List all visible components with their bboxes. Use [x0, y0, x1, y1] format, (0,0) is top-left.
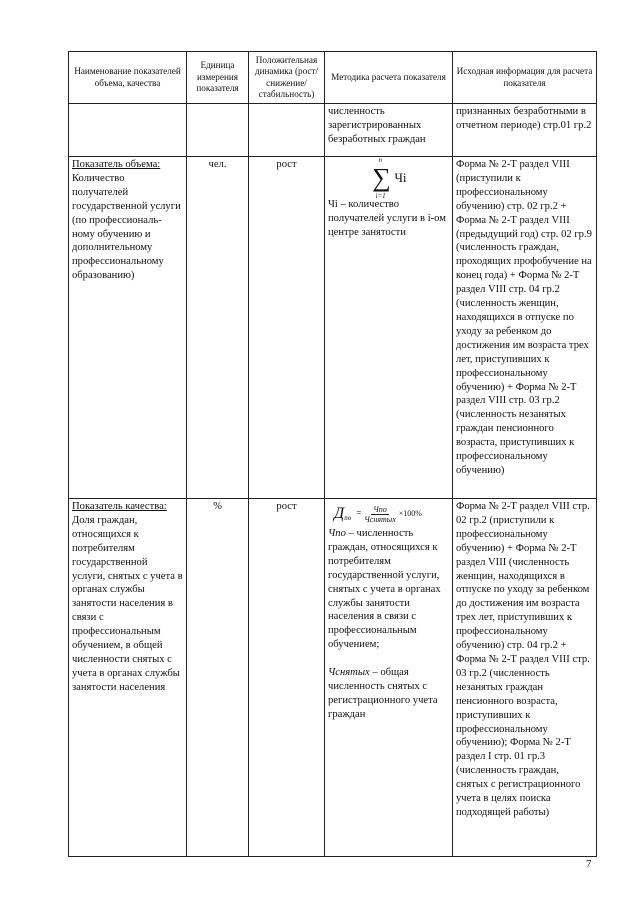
quality-name: Доля граждан, относящихся к потребителям государственной услуги, снятых с учета в органах службы занятости населения в связи с профессиональным обучением, в общей численности снятых с учета в органах службы занятости населения — [72, 514, 183, 693]
method-def2: – общая численность снятых с регистрационного учета граждан — [328, 667, 438, 720]
quality-dynamics-cell: рост — [249, 499, 325, 857]
method-var2: Чснятых — [328, 667, 370, 679]
sum-formula — [328, 158, 449, 198]
volume-name-cell — [69, 157, 187, 499]
continued-method-cell: численность зарегистрированных безработных граждан — [325, 104, 453, 157]
quality-unit-cell: % — [187, 499, 249, 857]
volume-method-text: Чi – количество получателей услуги в i-ом центре занятости — [328, 199, 446, 238]
continued-unit-cell — [187, 104, 249, 157]
table-row-continued — [69, 104, 597, 157]
formula-subscript: по — [344, 514, 352, 523]
volume-name: Количество получателей государственной услуги (по профессиональ-ному обучению и дополнительному профессиональному образованию) — [72, 172, 181, 282]
formula-denominator: Чснятых — [364, 514, 396, 524]
page-number: 7 — [586, 858, 592, 870]
sum-symbol: ∑ — [372, 163, 391, 192]
volume-source-cell: Форма № 2-Т раздел VIII (приступили к профессиональному обучению) стр. 02 гр.2 + Форма № 2-Т раздел VIII (предыдущий год) стр. 02 гр.9 (численность граждан, проходящих профобучение на конец года) + Форма № 2-Т раздел VIII стр. 04 гр.2 (численность женщин, находящихся в отпуске по уходу за ребенком до достижения им возраста трех лет, приступивших к профессиональному обучению) + Форма № 2-Т раздел VIII стр. 03 гр.2 (численность незанятых граждан пенсионного возраста, приступивших к профессиональному обучению) — [453, 157, 597, 499]
sum-upper: n — [378, 156, 382, 164]
method-var1: Чпо — [328, 528, 346, 539]
sum-term: Чi — [394, 170, 407, 186]
indicators-table — [68, 51, 597, 857]
formula-letter: Д — [334, 505, 345, 523]
continued-source-cell: признанных безработными в отчетном периоде) стр.01 гр.2 — [453, 104, 597, 157]
volume-title: Показатель объема: — [72, 159, 161, 170]
sum-lower: i=1 — [375, 192, 386, 200]
sum-sign — [370, 156, 392, 200]
header-source: Исходная информация для расчета показателя — [453, 52, 597, 104]
share-formula — [334, 501, 449, 527]
quality-title: Показатель качества: — [72, 501, 167, 512]
formula-equals: = — [356, 508, 362, 519]
header-row — [69, 52, 597, 104]
formula-fraction — [364, 505, 396, 524]
continued-name-cell — [69, 104, 187, 157]
volume-unit-cell: чел. — [187, 157, 249, 499]
formula-multiplier: ×100% — [398, 509, 422, 519]
volume-method-cell — [325, 157, 453, 499]
header-dynamics: Положительная динамика (рост/снижение/ стабильность) — [249, 52, 325, 104]
formula-numerator: Чпо — [373, 504, 387, 514]
method-def1: – численность граждан, относящихся к потребителям государственной услуги, снятых с учета в органах службы занятости населения в связи с профессиональным обучением; — [328, 528, 441, 651]
header-method: Методика расчета показателя — [325, 52, 453, 104]
quality-method-cell — [325, 499, 453, 857]
quality-name-cell — [69, 499, 187, 857]
header-name: Наименование показателей объема, качества — [69, 52, 187, 104]
volume-dynamics-cell: рост — [249, 157, 325, 499]
continued-dynamics-cell — [249, 104, 325, 157]
quality-source-cell: Форма № 2-Т раздел VIII стр. 02 гр.2 (приступили к профессиональному обучению) + Форма № 2-Т раздел VIII (численность женщин, находящихся в отпуске по уходу за ребенком до достижения им возраста трех лет, приступивших к профессиональному обучению) стр. 04 гр.2 + Форма № 2-Т раздел VIII стр. 03 гр.2 (численность незанятых граждан пенсионного возраста, приступивших к профессиональному обучению); Форма № 2-Т раздел I стр. 01 гр.3 (численность граждан, снятых с регистрационного учета в целях поиска подходящей работы) — [453, 499, 597, 857]
header-unit: Единица измерения показателя — [187, 52, 249, 104]
table-row-quality — [69, 499, 597, 857]
table-row-volume — [69, 157, 597, 499]
